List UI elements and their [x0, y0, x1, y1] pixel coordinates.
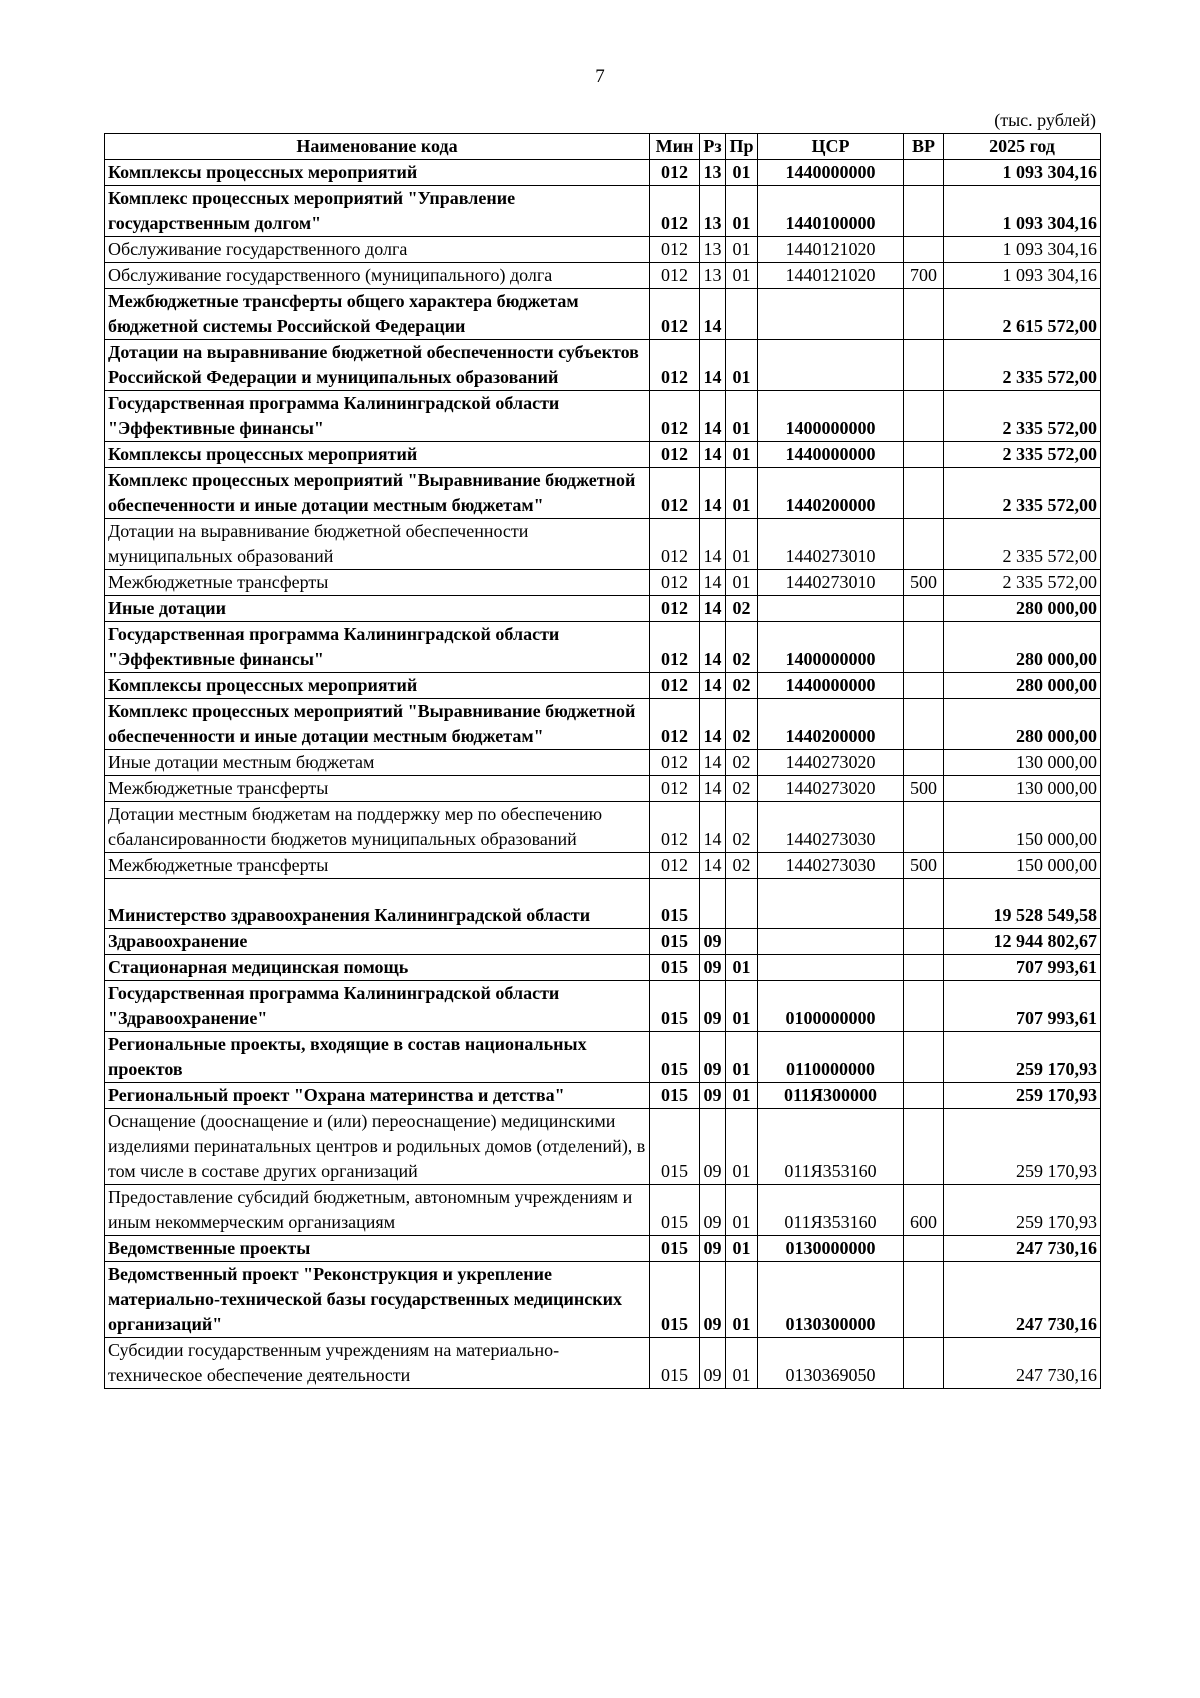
cell-rz: 14 — [700, 442, 726, 468]
cell-pr: 01 — [726, 468, 758, 519]
cell-csr: 0100000000 — [758, 981, 904, 1032]
cell-csr: 1440000000 — [758, 160, 904, 186]
cell-csr: 1440121020 — [758, 237, 904, 263]
cell-min: 015 — [650, 879, 700, 929]
cell-rz: 09 — [700, 1109, 726, 1185]
cell-rz — [700, 879, 726, 929]
cell-rz: 14 — [700, 622, 726, 673]
table-row — [105, 853, 1101, 879]
cell-name: Комплекс процессных мероприятий "Выравнивание бюджетной обеспеченности и иные дотации местным бюджетам" — [105, 699, 650, 750]
table-row — [105, 981, 1101, 1032]
cell-amount: 280 000,00 — [944, 699, 1101, 750]
table-row — [105, 442, 1101, 468]
cell-min: 012 — [650, 622, 700, 673]
cell-amount: 2 335 572,00 — [944, 391, 1101, 442]
cell-amount: 259 170,93 — [944, 1109, 1101, 1185]
table-row — [105, 1236, 1101, 1262]
cell-vr — [904, 391, 944, 442]
table-row — [105, 802, 1101, 853]
cell-amount: 130 000,00 — [944, 750, 1101, 776]
cell-amount: 259 170,93 — [944, 1185, 1101, 1236]
cell-vr — [904, 237, 944, 263]
cell-csr: 1440273030 — [758, 853, 904, 879]
cell-csr — [758, 879, 904, 929]
header-vr: ВР — [904, 134, 944, 160]
cell-name: Государственная программа Калининградской области "Здравоохранение" — [105, 981, 650, 1032]
cell-pr: 01 — [726, 1032, 758, 1083]
cell-min: 015 — [650, 929, 700, 955]
cell-name: Комплекс процессных мероприятий "Управление государственным долгом" — [105, 186, 650, 237]
cell-min: 012 — [650, 237, 700, 263]
table-row — [105, 570, 1101, 596]
cell-name: Государственная программа Калининградской области "Эффективные финансы" — [105, 622, 650, 673]
cell-pr: 01 — [726, 186, 758, 237]
cell-vr — [904, 929, 944, 955]
cell-pr: 02 — [726, 802, 758, 853]
table-row — [105, 1262, 1101, 1338]
cell-pr: 01 — [726, 391, 758, 442]
cell-min: 015 — [650, 981, 700, 1032]
cell-rz: 14 — [700, 519, 726, 570]
cell-rz: 14 — [700, 802, 726, 853]
cell-rz: 14 — [700, 468, 726, 519]
cell-min: 015 — [650, 1083, 700, 1109]
cell-name: Иные дотации — [105, 596, 650, 622]
cell-amount: 247 730,16 — [944, 1236, 1101, 1262]
cell-min: 012 — [650, 853, 700, 879]
cell-min: 012 — [650, 468, 700, 519]
cell-amount: 280 000,00 — [944, 622, 1101, 673]
cell-pr — [726, 289, 758, 340]
units-label: (тыс. рублей) — [994, 110, 1096, 130]
cell-amount: 247 730,16 — [944, 1262, 1101, 1338]
cell-csr: 1440200000 — [758, 468, 904, 519]
cell-vr — [904, 1032, 944, 1083]
cell-vr — [904, 519, 944, 570]
cell-amount: 2 615 572,00 — [944, 289, 1101, 340]
cell-vr — [904, 1262, 944, 1338]
cell-vr — [904, 442, 944, 468]
cell-amount: 280 000,00 — [944, 596, 1101, 622]
cell-rz: 14 — [700, 391, 726, 442]
cell-pr: 02 — [726, 596, 758, 622]
cell-vr — [904, 955, 944, 981]
cell-name: Предоставление субсидий бюджетным, автономным учреждениям и иным некоммерческим организациям — [105, 1185, 650, 1236]
table-row — [105, 160, 1101, 186]
cell-csr: 1440121020 — [758, 263, 904, 289]
cell-name: Комплекс процессных мероприятий "Выравнивание бюджетной обеспеченности и иные дотации местным бюджетам" — [105, 468, 650, 519]
cell-min: 012 — [650, 802, 700, 853]
table-row — [105, 776, 1101, 802]
cell-vr — [904, 468, 944, 519]
header-csr: ЦСР — [758, 134, 904, 160]
table-row — [105, 263, 1101, 289]
table-row — [105, 289, 1101, 340]
cell-rz: 13 — [700, 263, 726, 289]
cell-amount: 2 335 572,00 — [944, 340, 1101, 391]
cell-vr — [904, 622, 944, 673]
cell-amount: 280 000,00 — [944, 673, 1101, 699]
cell-pr: 01 — [726, 1185, 758, 1236]
table-row — [105, 1185, 1101, 1236]
table-row — [105, 750, 1101, 776]
cell-pr: 01 — [726, 981, 758, 1032]
table-row — [105, 519, 1101, 570]
cell-min: 012 — [650, 570, 700, 596]
cell-amount: 150 000,00 — [944, 802, 1101, 853]
cell-name: Региональный проект "Охрана материнства и детства" — [105, 1083, 650, 1109]
cell-name: Комплексы процессных мероприятий — [105, 442, 650, 468]
cell-amount: 19 528 549,58 — [944, 879, 1101, 929]
header-min: Мин — [650, 134, 700, 160]
cell-name: Министерство здравоохранения Калининградской области — [105, 879, 650, 929]
table-row — [105, 1083, 1101, 1109]
cell-pr: 01 — [726, 1236, 758, 1262]
cell-name: Субсидии государственным учреждениям на материально-техническое обеспечение деятельности — [105, 1338, 650, 1389]
cell-rz: 09 — [700, 1262, 726, 1338]
cell-min: 015 — [650, 1109, 700, 1185]
table-row — [105, 699, 1101, 750]
page-number: 7 — [595, 66, 605, 87]
cell-min: 015 — [650, 1338, 700, 1389]
cell-amount: 130 000,00 — [944, 776, 1101, 802]
cell-vr: 700 — [904, 263, 944, 289]
cell-pr: 01 — [726, 1338, 758, 1389]
table-row — [105, 340, 1101, 391]
cell-pr — [726, 929, 758, 955]
cell-min: 015 — [650, 955, 700, 981]
cell-name: Комплексы процессных мероприятий — [105, 673, 650, 699]
cell-csr: 0110000000 — [758, 1032, 904, 1083]
cell-min: 012 — [650, 160, 700, 186]
cell-pr: 01 — [726, 237, 758, 263]
cell-pr: 02 — [726, 776, 758, 802]
cell-pr: 01 — [726, 519, 758, 570]
cell-vr — [904, 160, 944, 186]
cell-pr: 02 — [726, 622, 758, 673]
cell-vr — [904, 596, 944, 622]
cell-min: 012 — [650, 289, 700, 340]
cell-pr: 02 — [726, 853, 758, 879]
cell-min: 015 — [650, 1185, 700, 1236]
cell-name: Межбюджетные трансферты — [105, 570, 650, 596]
cell-pr: 01 — [726, 1109, 758, 1185]
cell-csr: 1400000000 — [758, 622, 904, 673]
cell-amount: 150 000,00 — [944, 853, 1101, 879]
cell-name: Межбюджетные трансферты — [105, 853, 650, 879]
cell-vr — [904, 981, 944, 1032]
cell-pr — [726, 879, 758, 929]
cell-rz: 14 — [700, 853, 726, 879]
cell-csr: 1440000000 — [758, 442, 904, 468]
cell-name: Региональные проекты, входящие в состав национальных проектов — [105, 1032, 650, 1083]
cell-rz: 09 — [700, 1338, 726, 1389]
table-row — [105, 879, 1101, 929]
cell-name: Здравоохранение — [105, 929, 650, 955]
table-row — [105, 929, 1101, 955]
cell-name: Иные дотации местным бюджетам — [105, 750, 650, 776]
cell-name: Обслуживание государственного (муниципального) долга — [105, 263, 650, 289]
cell-vr — [904, 879, 944, 929]
cell-amount: 2 335 572,00 — [944, 570, 1101, 596]
budget-table — [104, 133, 1101, 1389]
cell-min: 012 — [650, 699, 700, 750]
cell-min: 012 — [650, 263, 700, 289]
cell-amount: 1 093 304,16 — [944, 237, 1101, 263]
cell-pr: 01 — [726, 1083, 758, 1109]
cell-csr: 0130000000 — [758, 1236, 904, 1262]
cell-amount: 2 335 572,00 — [944, 442, 1101, 468]
header-amount: 2025 год — [944, 134, 1101, 160]
cell-vr — [904, 699, 944, 750]
cell-csr: 1440273010 — [758, 570, 904, 596]
cell-amount: 2 335 572,00 — [944, 519, 1101, 570]
cell-name: Стационарная медицинская помощь — [105, 955, 650, 981]
cell-csr: 1440273020 — [758, 776, 904, 802]
cell-name: Дотации на выравнивание бюджетной обеспеченности субъектов Российской Федерации и муниципальных образований — [105, 340, 650, 391]
cell-vr — [904, 750, 944, 776]
cell-pr: 02 — [726, 699, 758, 750]
cell-vr: 500 — [904, 776, 944, 802]
cell-rz: 14 — [700, 340, 726, 391]
cell-amount: 707 993,61 — [944, 955, 1101, 981]
table-row — [105, 237, 1101, 263]
cell-rz: 14 — [700, 570, 726, 596]
cell-rz: 13 — [700, 237, 726, 263]
cell-name: Межбюджетные трансферты — [105, 776, 650, 802]
table-row — [105, 186, 1101, 237]
cell-vr — [904, 340, 944, 391]
cell-amount: 259 170,93 — [944, 1032, 1101, 1083]
table-row — [105, 1338, 1101, 1389]
cell-vr — [904, 1083, 944, 1109]
cell-min: 012 — [650, 750, 700, 776]
cell-min: 012 — [650, 596, 700, 622]
cell-pr: 02 — [726, 673, 758, 699]
table-row — [105, 391, 1101, 442]
table-row — [105, 468, 1101, 519]
cell-pr: 01 — [726, 570, 758, 596]
cell-vr — [904, 186, 944, 237]
cell-min: 012 — [650, 519, 700, 570]
cell-name: Обслуживание государственного долга — [105, 237, 650, 263]
cell-min: 012 — [650, 340, 700, 391]
cell-csr: 1440273010 — [758, 519, 904, 570]
cell-csr: 1440273030 — [758, 802, 904, 853]
cell-rz: 13 — [700, 160, 726, 186]
cell-name: Ведомственный проект "Реконструкция и укрепление материально-технической базы государственных медицинских организаций" — [105, 1262, 650, 1338]
cell-csr: 0130300000 — [758, 1262, 904, 1338]
cell-amount: 1 093 304,16 — [944, 160, 1101, 186]
cell-pr: 01 — [726, 340, 758, 391]
cell-rz: 14 — [700, 673, 726, 699]
table-row — [105, 955, 1101, 981]
cell-amount: 259 170,93 — [944, 1083, 1101, 1109]
cell-csr: 1440100000 — [758, 186, 904, 237]
cell-csr — [758, 340, 904, 391]
cell-rz: 09 — [700, 1236, 726, 1262]
cell-amount: 247 730,16 — [944, 1338, 1101, 1389]
cell-csr: 1400000000 — [758, 391, 904, 442]
cell-rz: 09 — [700, 1032, 726, 1083]
cell-csr: 0130369050 — [758, 1338, 904, 1389]
cell-rz: 14 — [700, 699, 726, 750]
cell-name: Оснащение (дооснащение и (или) переоснащение) медицинскими изделиями перинатальных центров и родильных домов (отделений), в том числе в составе других организаций — [105, 1109, 650, 1185]
table-row — [105, 673, 1101, 699]
table-row — [105, 1032, 1101, 1083]
cell-min: 012 — [650, 186, 700, 237]
cell-amount: 707 993,61 — [944, 981, 1101, 1032]
cell-csr: 1440273020 — [758, 750, 904, 776]
cell-rz: 14 — [700, 596, 726, 622]
cell-name: Комплексы процессных мероприятий — [105, 160, 650, 186]
cell-rz: 09 — [700, 981, 726, 1032]
cell-min: 015 — [650, 1262, 700, 1338]
cell-csr — [758, 596, 904, 622]
cell-csr — [758, 929, 904, 955]
header-rz: Рз — [700, 134, 726, 160]
cell-vr — [904, 1236, 944, 1262]
cell-csr: 011Я353160 — [758, 1109, 904, 1185]
cell-csr: 1440000000 — [758, 673, 904, 699]
cell-vr: 500 — [904, 570, 944, 596]
header-pr: Пр — [726, 134, 758, 160]
cell-csr — [758, 289, 904, 340]
cell-min: 015 — [650, 1236, 700, 1262]
cell-csr: 011Я353160 — [758, 1185, 904, 1236]
cell-csr: 1440200000 — [758, 699, 904, 750]
cell-vr: 500 — [904, 853, 944, 879]
cell-min: 012 — [650, 442, 700, 468]
cell-min: 012 — [650, 391, 700, 442]
cell-name: Дотации на выравнивание бюджетной обеспеченности муниципальных образований — [105, 519, 650, 570]
cell-name: Государственная программа Калининградской области "Эффективные финансы" — [105, 391, 650, 442]
cell-rz: 09 — [700, 1185, 726, 1236]
cell-pr: 01 — [726, 955, 758, 981]
cell-min: 012 — [650, 776, 700, 802]
table-row — [105, 596, 1101, 622]
cell-pr: 01 — [726, 442, 758, 468]
cell-rz: 13 — [700, 186, 726, 237]
cell-pr: 01 — [726, 160, 758, 186]
cell-vr — [904, 673, 944, 699]
cell-pr: 01 — [726, 1262, 758, 1338]
cell-vr: 600 — [904, 1185, 944, 1236]
cell-amount: 1 093 304,16 — [944, 263, 1101, 289]
cell-min: 015 — [650, 1032, 700, 1083]
table-row — [105, 1109, 1101, 1185]
cell-rz: 14 — [700, 289, 726, 340]
cell-rz: 14 — [700, 776, 726, 802]
cell-name: Ведомственные проекты — [105, 1236, 650, 1262]
cell-amount: 2 335 572,00 — [944, 468, 1101, 519]
header-name: Наименование кода — [105, 134, 650, 160]
cell-csr — [758, 955, 904, 981]
cell-vr — [904, 289, 944, 340]
table-header-row — [105, 134, 1101, 160]
cell-rz: 09 — [700, 955, 726, 981]
cell-vr — [904, 802, 944, 853]
cell-rz: 09 — [700, 929, 726, 955]
cell-pr: 01 — [726, 263, 758, 289]
cell-vr — [904, 1109, 944, 1185]
cell-pr: 02 — [726, 750, 758, 776]
cell-name: Дотации местным бюджетам на поддержку мер по обеспечению сбалансированности бюджетов муниципальных образований — [105, 802, 650, 853]
cell-rz: 09 — [700, 1083, 726, 1109]
cell-rz: 14 — [700, 750, 726, 776]
table-row — [105, 622, 1101, 673]
cell-name: Межбюджетные трансферты общего характера бюджетам бюджетной системы Российской Федерации — [105, 289, 650, 340]
cell-min: 012 — [650, 673, 700, 699]
cell-vr — [904, 1338, 944, 1389]
cell-amount: 1 093 304,16 — [944, 186, 1101, 237]
cell-amount: 12 944 802,67 — [944, 929, 1101, 955]
cell-csr: 011Я300000 — [758, 1083, 904, 1109]
